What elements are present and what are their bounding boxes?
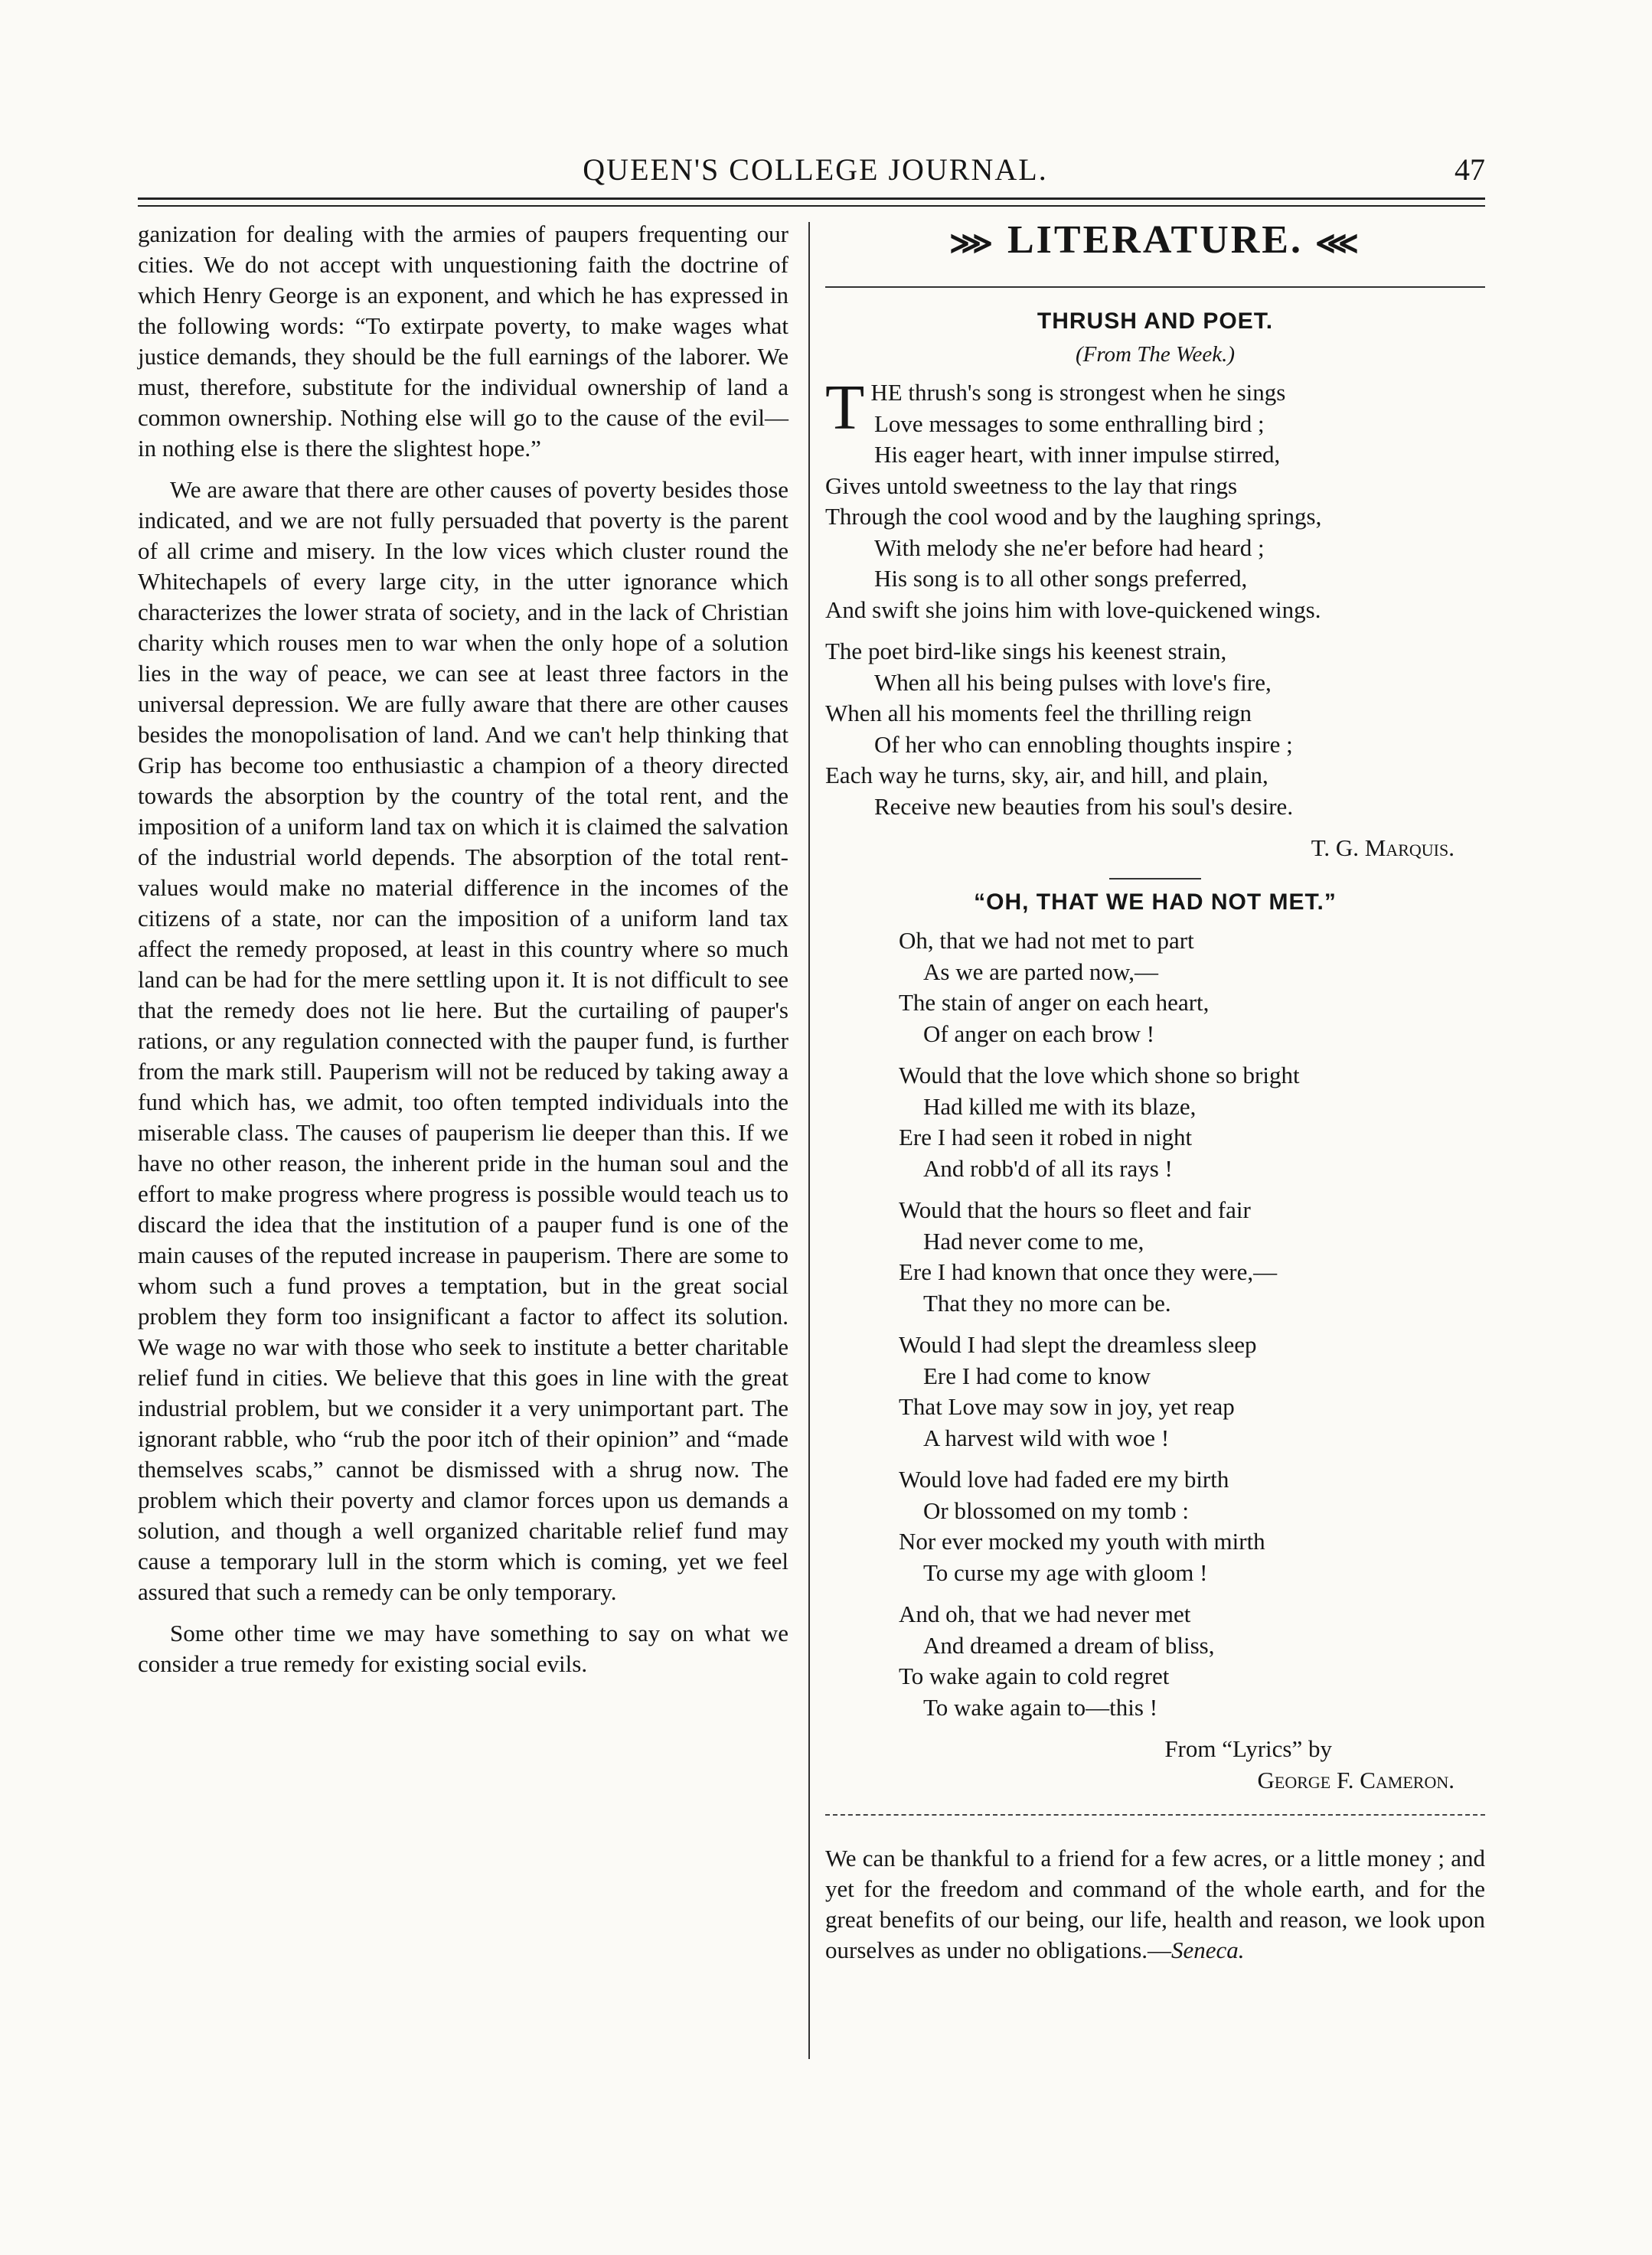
page-number: 47 bbox=[1454, 152, 1485, 187]
poem-title: THRUSH AND POET. bbox=[1037, 308, 1274, 334]
poem-line: And swift she joins him with love-quickened wings. bbox=[825, 596, 1321, 623]
right-ornament-icon: ⋘ bbox=[1315, 225, 1361, 260]
poem-line: Would that the love which shone so bright bbox=[899, 1062, 1300, 1088]
poem-credit: From “Lyrics” by bbox=[1164, 1735, 1332, 1762]
epigraph-text: We can be thankful to a friend for a few acres, or a little money ; and yet for the freedom and command of the whole earth, and for the great benefits of our being, our life, health and reason, we look upon ourselves as under no obligations.— bbox=[825, 1845, 1485, 1963]
poem-line: To wake again to—this ! bbox=[923, 1693, 1158, 1721]
poem-line: Would love had faded ere my birth bbox=[899, 1466, 1229, 1493]
poem-line: Ere I had known that once they were,— bbox=[899, 1258, 1278, 1285]
poem-line: Would that the hours so fleet and fair bbox=[899, 1196, 1251, 1223]
poem-line: Each way he turns, sky, air, and hill, and plain, bbox=[825, 762, 1268, 788]
stanza bbox=[825, 636, 1485, 822]
poem-author: George F. Cameron. bbox=[1257, 1766, 1454, 1793]
poem-line: The poet bird-like sings his keenest strain, bbox=[825, 638, 1227, 664]
stanza bbox=[899, 1464, 1485, 1588]
poem-line: Love messages to some enthralling bird ; bbox=[874, 410, 1265, 437]
poem-line: Of her who can ennobling thoughts inspire ; bbox=[874, 730, 1293, 758]
poem-line: Receive new beauties from his soul's desire. bbox=[874, 792, 1294, 820]
poem-line: And dreamed a dream of bliss, bbox=[923, 1631, 1215, 1659]
poem-line: To wake again to cold regret bbox=[899, 1663, 1170, 1689]
section-rule-dashed bbox=[825, 1814, 1485, 1816]
poem-title: “OH, THAT WE HAD NOT MET.” bbox=[974, 889, 1337, 915]
poem-thrush-and-poet bbox=[825, 306, 1485, 864]
drop-cap: T bbox=[825, 372, 865, 443]
epigraph bbox=[825, 1843, 1485, 1966]
running-title: QUEEN'S COLLEGE JOURNAL. bbox=[583, 152, 1048, 187]
poem-separator bbox=[1109, 878, 1201, 879]
poem-line: As we are parted now,— bbox=[923, 958, 1159, 985]
poem-line: HE thrush's song is strongest when he sings bbox=[870, 379, 1286, 406]
poem-line: Through the cool wood and by the laughing springs, bbox=[825, 503, 1322, 530]
left-ornament-icon: ⋙ bbox=[949, 225, 995, 260]
poem-body bbox=[825, 925, 1485, 1723]
poem-line: Had never come to me, bbox=[923, 1227, 1144, 1255]
poem-line: The stain of anger on each heart, bbox=[899, 989, 1210, 1016]
page-header bbox=[138, 152, 1485, 194]
stanza bbox=[899, 1195, 1485, 1319]
stanza bbox=[899, 925, 1485, 1049]
poem-line: When all his moments feel the thrilling reign bbox=[825, 700, 1252, 726]
poem-line: Ere I had come to know bbox=[923, 1362, 1151, 1389]
poem-line: Or blossomed on my tomb : bbox=[923, 1496, 1190, 1524]
poem-line: Oh, that we had not met to part bbox=[899, 927, 1194, 954]
editorial-paragraph: We are aware that there are other causes of poverty besides those indicated, and we are not fully persuaded that poverty is the parent of all crime and misery. In the low vices which cluster round the Whitechapels of every large city, in the utter ignorance which characterizes the lower strata of society, and in the lack of Christian charity which rouses men to war when the only hope of a solution lies in the way of peace, we can see at least three factors in the universal depression. We are fully aware that there are other causes besides the monopolisation of land. And we can't help thinking that Grip has become too enthusiastic a champion of a theory directed towards the absorption by the country of the total rent, and the imposition of a uniform land tax on which it is claimed the salvation of the industrial world depends. The absorption of the total rent-values would make no material difference in the incomes of the citizens of a state, nor can the imposition of a uniform land tax affect the remedy proposed, at least in this country where so much land can be had for the mere settling upon it. It is not difficult to see that the remedy does not lie here. But the curtailing of pauper's rations, or any regulation connected with the pauper fund, is further from the mark still. Pauperism will not be reduced by taking away a fund which has, we admit, too often tempted individuals into the miserable class. The causes of pauperism lie deeper than this. If we have no other reason, the inherent pride in the human soul and the effort to make progress where progress is possible would teach us to discard the idea that the institution of a pauper fund is one of the main causes of the reputed increase in pauperism. There are some to whom such a fund proves a temptation, but in the great social problem they form too insignificant a factor to affect its solution. We wage no war with those who seek to institute a better charitable relief fund in cities. We believe that this goes in line with the great industrial problem, but we consider it a very unimportant part. The ignorant rabble, who “rub the poor itch of their opinion” and “made themselves scabs,” cannot be dismissed with a shrug now. The problem which their poverty and clamor forces upon us demands a solution, and though a well organized charitable relief fund may cause a temporary lull in the storm which is coming, yet we feel assured that such a remedy can be only temporary. bbox=[138, 476, 788, 1605]
poem-line: Had killed me with its blaze, bbox=[923, 1092, 1197, 1120]
poem-author: T. G. Marquis. bbox=[1311, 834, 1454, 861]
poem-line: His eager heart, with inner impulse stirred, bbox=[874, 441, 1281, 468]
editorial-paragraph: ganization for dealing with the armies of paupers frequenting our cities. We do not accept with unquestioning faith the doctrine of which Henry George is an exponent, and which he has expressed in the following words: “To extirpate poverty, to make wages what justice demands, they should be the full earnings of the laborer. We must, therefore, substitute for the individual ownership of land a common ownership. Nothing else will go to the cause of the evil—in nothing else is there the slightest hope.” bbox=[138, 220, 788, 462]
poem-line: With melody she ne'er before had heard ; bbox=[874, 534, 1265, 561]
poem-line: And oh, that we had never met bbox=[899, 1601, 1191, 1627]
section-title: LITERATURE. bbox=[1007, 218, 1303, 262]
stanza bbox=[825, 372, 1485, 625]
poem-line: Nor ever mocked my youth with mirth bbox=[899, 1528, 1265, 1555]
section-banner bbox=[825, 218, 1485, 286]
editorial-column bbox=[138, 219, 788, 1690]
editorial-paragraph: Some other time we may have something to say on what we consider a true remedy for existing social evils. bbox=[138, 1620, 788, 1677]
poem-line: That Love may sow in joy, yet reap bbox=[899, 1393, 1235, 1420]
poem-line: A harvest wild with woe ! bbox=[923, 1424, 1170, 1451]
poem-line: Gives untold sweetness to the lay that rings bbox=[825, 472, 1238, 499]
literature-column bbox=[825, 218, 1485, 1966]
stanza bbox=[899, 1599, 1485, 1723]
poem-line: When all his being pulses with love's fire, bbox=[874, 668, 1272, 696]
poem-source: (From The Week.) bbox=[1075, 341, 1236, 367]
stanza bbox=[899, 1330, 1485, 1454]
header-rule-thin bbox=[138, 205, 1485, 207]
poem-line: Ere I had seen it robed in night bbox=[899, 1124, 1193, 1150]
poem-oh-that-we-had-not-met bbox=[825, 887, 1485, 1796]
poem-line: That they no more can be. bbox=[923, 1289, 1171, 1317]
stanza bbox=[899, 1060, 1485, 1184]
poem-line: To curse my age with gloom ! bbox=[923, 1558, 1208, 1586]
section-rule bbox=[825, 286, 1485, 288]
poem-line: Would I had slept the dreamless sleep bbox=[899, 1331, 1257, 1358]
epigraph-attribution: Seneca. bbox=[1171, 1937, 1245, 1963]
header-rule bbox=[138, 197, 1485, 200]
poem-line: His song is to all other songs preferred, bbox=[874, 565, 1248, 592]
column-divider bbox=[808, 222, 810, 2059]
poem-line: Of anger on each brow ! bbox=[923, 1020, 1155, 1047]
poem-line: And robb'd of all its rays ! bbox=[923, 1154, 1173, 1182]
